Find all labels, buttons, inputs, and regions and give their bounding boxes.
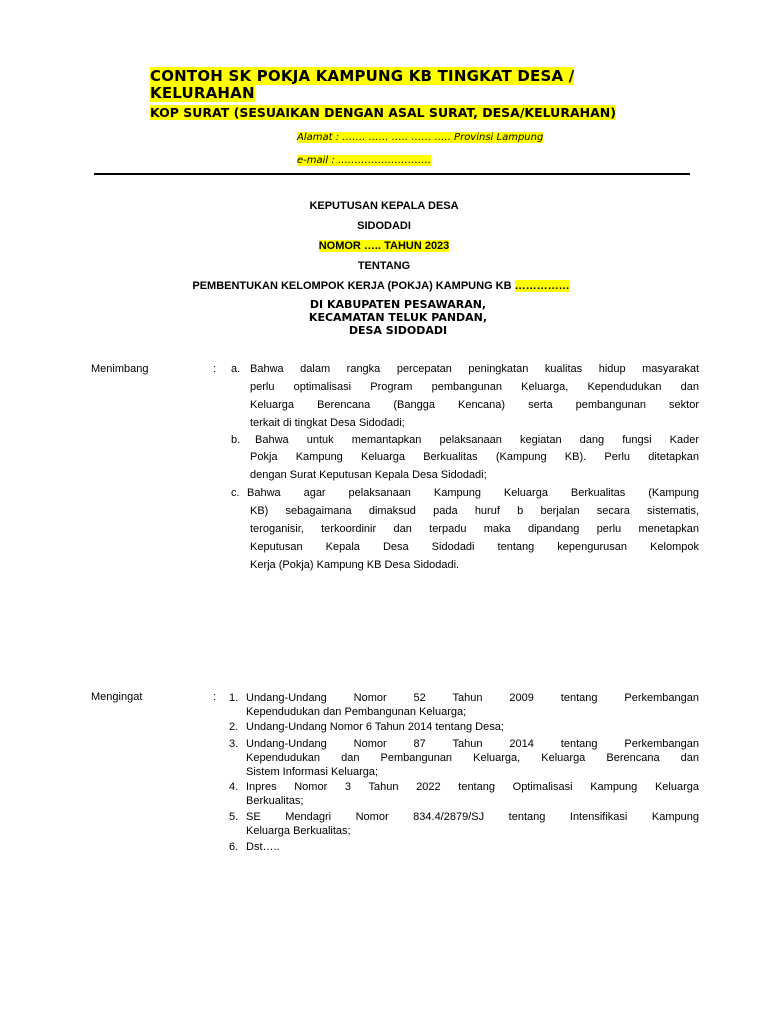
mengingat-item: 2. Undang-Undang Nomor 6 Tahun 2014 tentang Desa; — [229, 721, 504, 733]
menimbang-marker-b: b. — [231, 434, 241, 446]
menimbang-b-line: Pokja Kampung Keluarga Berkualitas (Kampung KB). Perlu ditetapkan — [250, 451, 699, 463]
mengingat-item: 4. Inpres Nomor 3 Tahun 2022 tentang Optimalisasi Kampung Keluarga Berkualitas; — [229, 781, 699, 807]
menimbang-label: Menimbang — [91, 363, 149, 375]
menimbang-marker-a: a. — [231, 363, 241, 375]
menimbang-colon: : — [213, 363, 217, 375]
item-number: 5. — [229, 811, 239, 823]
mengingat-item: 6. Dst….. — [229, 841, 280, 853]
mengingat-item: 5. SE Mendagri Nomor 834.4/2879/SJ tentang Intensifikasi Kampung Keluarga Berkualitas; — [229, 811, 699, 837]
mengingat-label: Mengingat — [91, 691, 143, 703]
menimbang-c-line: Kerja (Pokja) Kampung KB Desa Sidodadi. — [250, 559, 460, 571]
item-number: 1. — [229, 692, 239, 704]
mengingat-item: 1. Undang-Undang Nomor 52 Tahun 2009 tentang Perkembangan Kependudukan dan Pembangunan Keluarga; — [229, 692, 699, 718]
menimbang-c-line: Bahwa agar pelaksanaan Kampung Keluarga Berkualitas (Kampung — [247, 487, 699, 499]
menimbang-b-line: Bahwa untuk memantapkan pelaksanaan kegiatan dang fungsi Kader — [255, 434, 699, 446]
mengingat-colon: : — [213, 691, 217, 703]
decree-heading: KEPUTUSAN KEPALA DESA — [309, 200, 459, 212]
menimbang-a-line: terkait di tingkat Desa Sidodadi; — [250, 417, 405, 429]
village-name: SIDODADI — [357, 220, 411, 232]
tentang-label: TENTANG — [357, 260, 411, 272]
decree-subject: PEMBENTUKAN KELOMPOK KERJA (POKJA) KAMPUNG KB …………… — [192, 280, 570, 292]
menimbang-c-line: KB) sebagaimana dimaksud pada huruf b berjalan secara sistematis, — [250, 505, 699, 517]
menimbang-b-line: dengan Surat Keputusan Kepala Desa Sidodadi; — [250, 469, 487, 481]
menimbang-c-line: Keputusan Kepala Desa Sidodadi tentang kepengurusan Kelompok — [250, 541, 699, 553]
menimbang-a-line: Keluarga Berencana (Bangga Kencana) serta pembangunan sektor — [250, 399, 699, 411]
subject-blank: …………… — [514, 280, 570, 292]
address-line: Alamat : ……. …… ….. …… ….. Provinsi Lampung — [297, 132, 544, 143]
document-title: CONTOH SK POKJA KAMPUNG KB TINGKAT DESA / KELURAHAN — [150, 67, 575, 102]
mengingat-item: 3. Undang-Undang Nomor 87 Tahun 2014 tentang Perkembangan Kependudukan dan Pembangunan Keluarga, Keluarga Berencana dan Sistem Informasi Keluarga; — [229, 738, 699, 778]
item-number: 3. — [229, 738, 239, 750]
letterhead-divider — [94, 173, 690, 175]
menimbang-a-line: Bahwa dalam rangka percepatan peningkatan kualitas hidup masyarakat — [250, 363, 699, 375]
menimbang-marker-c: c. — [231, 487, 240, 499]
decree-location: DI KABUPATEN PESAWARAN, KECAMATAN TELUK PANDAN, DESA SIDODADI — [308, 298, 488, 337]
item-number: 6. — [229, 841, 239, 853]
menimbang-c-line: teroganisir, terkoordinir dan terpadu maka dipandang perlu menetapkan — [250, 523, 699, 535]
menimbang-a-line: perlu optimalisasi Program pembangunan Keluarga, Kependudukan dan — [250, 381, 699, 393]
decree-number: NOMOR ….. TAHUN 2023 — [318, 240, 450, 252]
letterhead-note: KOP SURAT (SESUAIKAN DENGAN ASAL SURAT, DESA/KELURAHAN) — [150, 105, 616, 120]
item-number: 4. — [229, 781, 239, 793]
item-number: 2. — [229, 721, 239, 733]
email-line: e-mail : ………………………. — [297, 155, 432, 166]
